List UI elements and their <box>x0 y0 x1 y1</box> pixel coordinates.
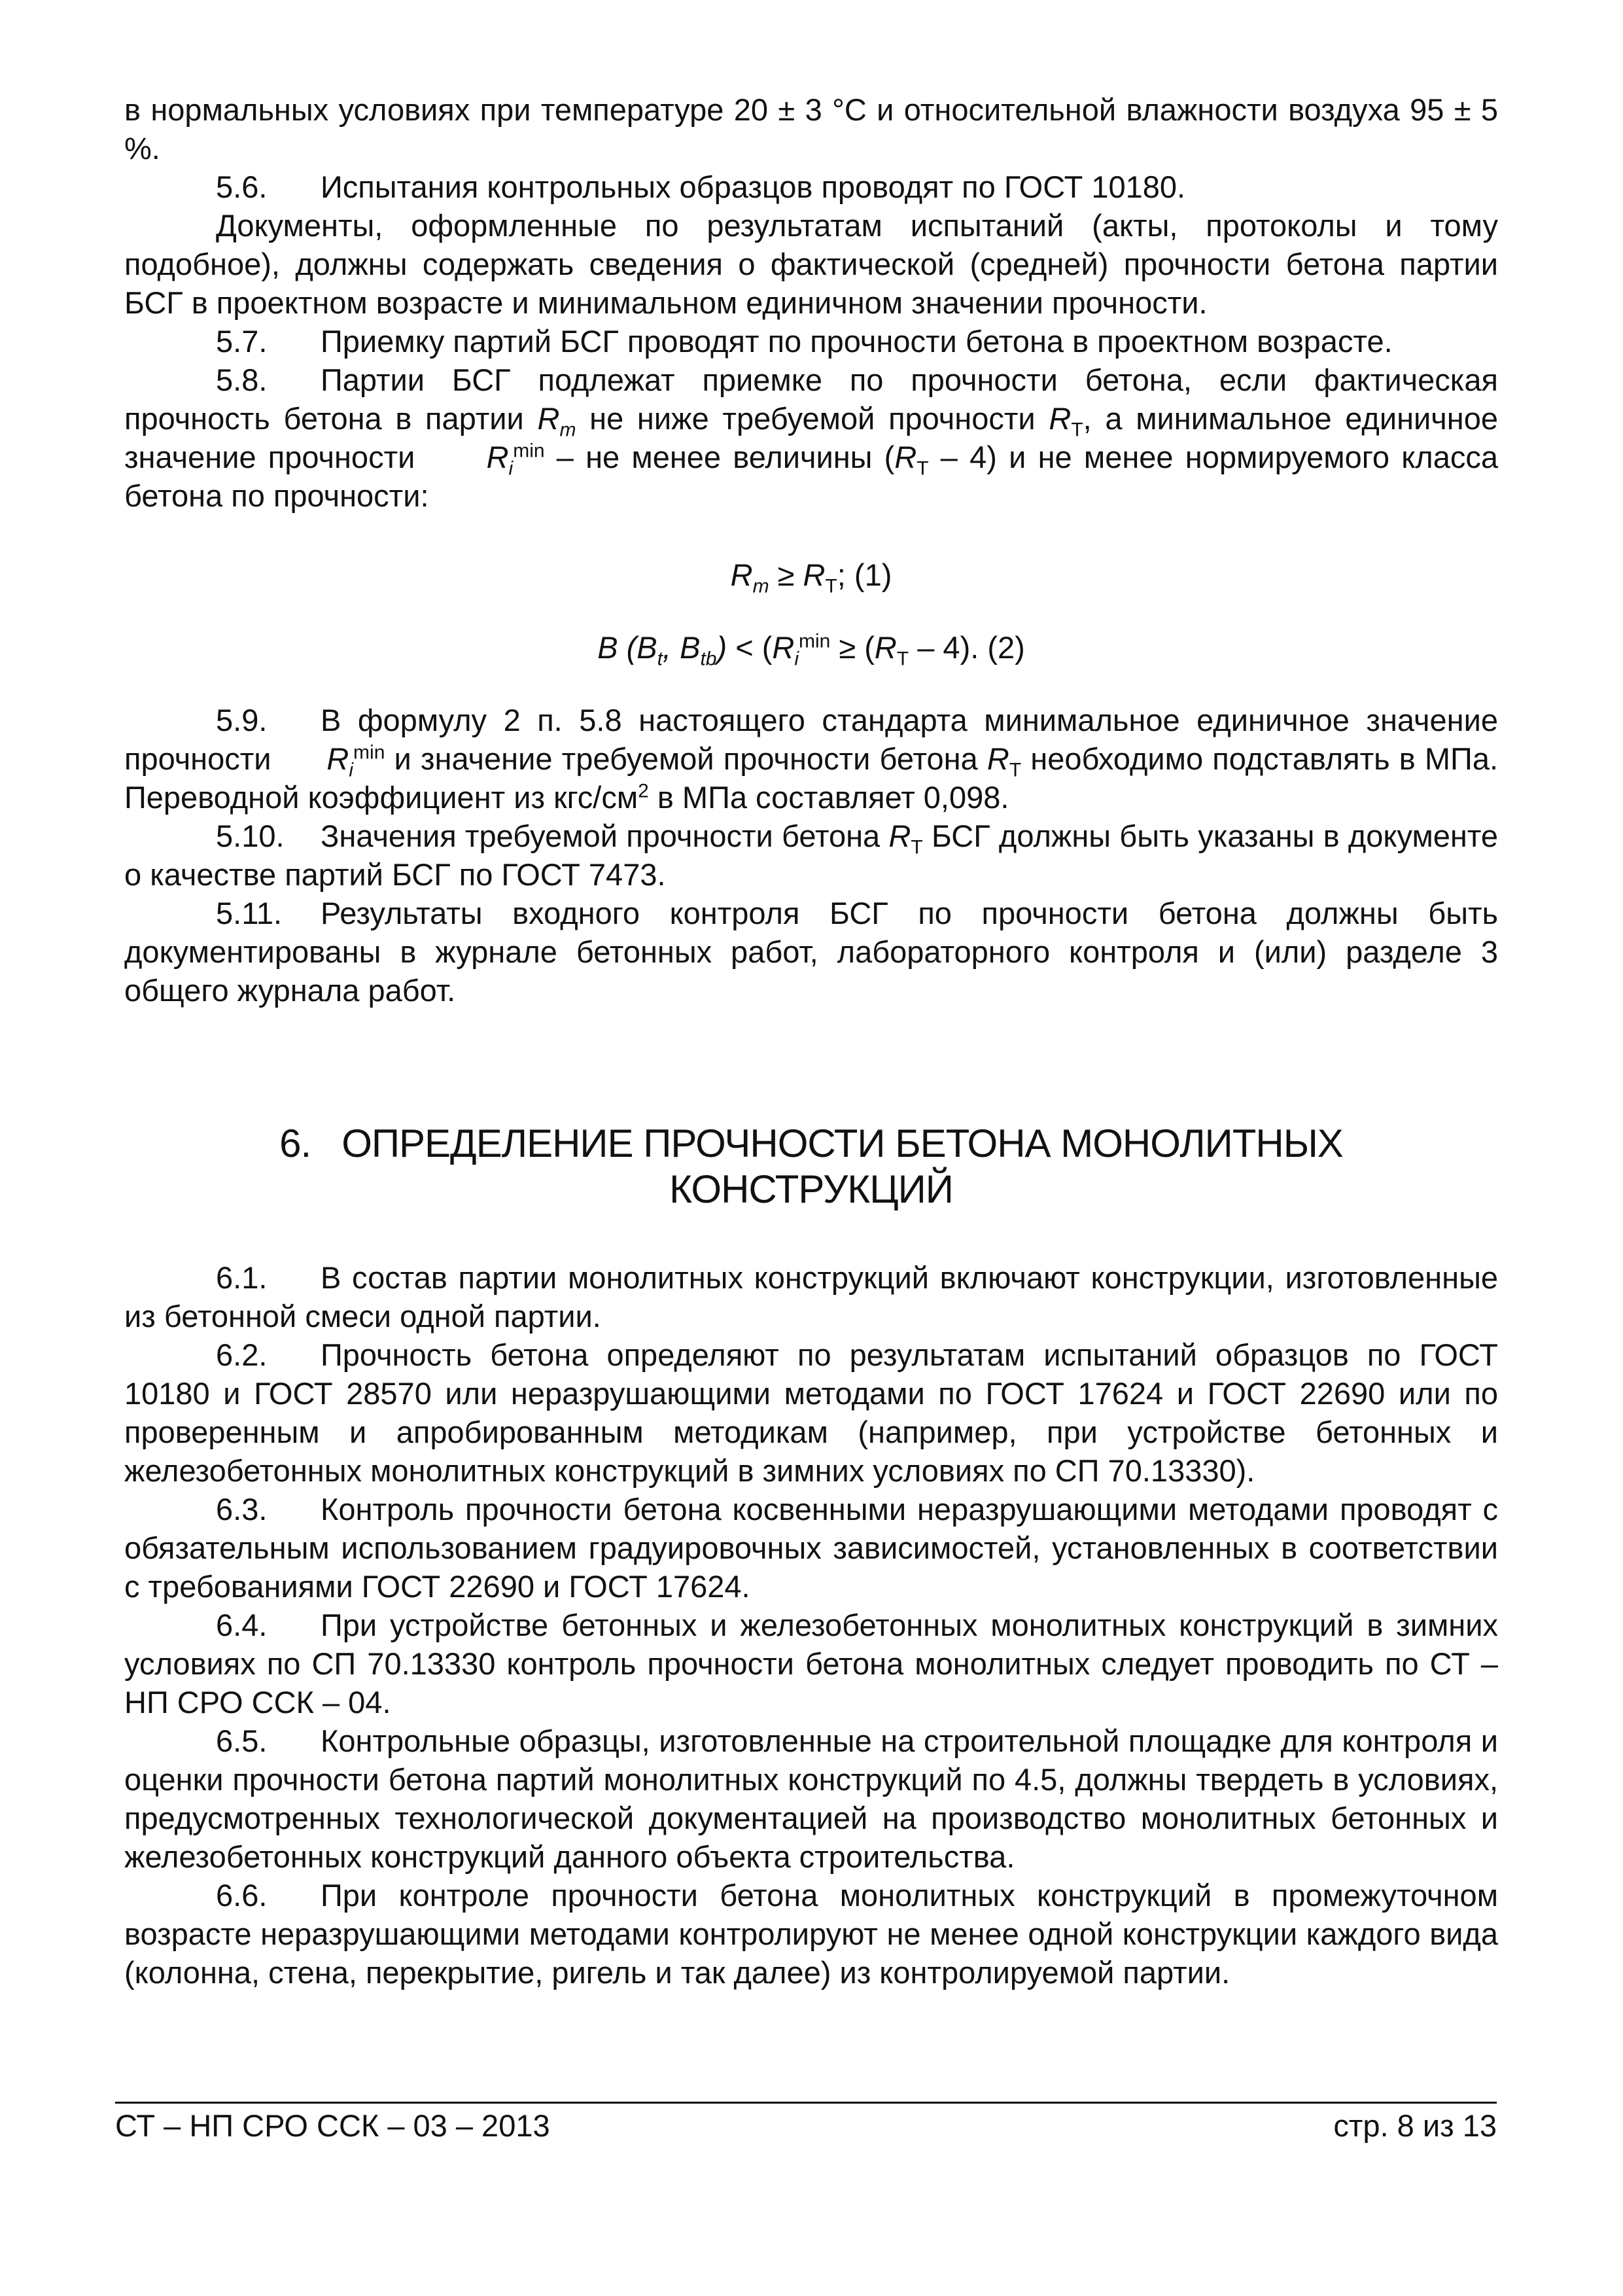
paragraph-number: 5.10. <box>216 819 285 853</box>
paragraph-number: 5.6. <box>216 169 268 204</box>
symbol-sup-min: min <box>353 741 385 764</box>
page-number: стр. 8 из 13 <box>1333 2108 1497 2143</box>
paragraph-number: 6.4. <box>216 1608 268 1642</box>
paragraph-text: Контрольные образцы, изготовленные на строительной площадке для контроля и оценки прочности бетона партий монолитных конструкций по 4.5, должны твердеть в условиях, предусмотренных технологической документацией на производство монолитных бетонных и железобетонных конструкций данного объекта строительства. <box>124 1723 1498 1874</box>
formula-2 <box>124 628 1498 670</box>
symbol-sub-m: m <box>559 419 576 441</box>
formula-number: ; (1) <box>837 557 892 592</box>
paragraph-number: 6.2. <box>216 1337 268 1372</box>
symbol-sub-t: Т <box>916 457 929 480</box>
symbol-sub-t: Т <box>911 836 923 858</box>
symbol-sup-min: min <box>513 440 545 462</box>
page-footer <box>115 2102 1497 2144</box>
document-code: СТ – НП СРО ССК – 03 – 2013 <box>115 2108 550 2143</box>
symbol-sub-i: i <box>508 457 514 480</box>
paragraph-6-2 <box>124 1335 1498 1490</box>
paragraph-text: Приемку партий БСГ проводят по прочности бетона в проектном возрасте. <box>321 324 1393 359</box>
symbol-r: R <box>888 819 911 853</box>
paragraph-text: Прочность бетона определяют по результатам испытаний образцов по ГОСТ 10180 и ГОСТ 28570 или неразрушающими методами по ГОСТ 17624 и ГОСТ 22690 или по проверенным и апробированным методикам (например, при устройстве бетонных и железобетонных монолитных конструкций в зимних условиях по СП 70.13330). <box>124 1337 1498 1488</box>
paragraph-text: и значение требуемой прочности бетона <box>394 741 978 776</box>
paragraph-text: БСГ должны быть указаны в документе о качестве партий БСГ по ГОСТ 7473. <box>124 819 1499 892</box>
formula-operator: ≥ ( <box>830 630 875 665</box>
paragraph-5-9 <box>124 701 1498 817</box>
symbol-r: R <box>326 741 349 776</box>
paragraph-text: При контроле прочности бетона монолитных конструкций в промежуточном возрасте неразрушающими методами контролируют не менее одной конструкции каждого вида (колонна, стена, перекрытие, ригель и так далее) из контролируемой партии. <box>124 1878 1498 1990</box>
symbol-sub-t: Т <box>896 648 909 670</box>
paragraph-number: 6.3. <box>216 1492 268 1527</box>
symbol-r: R <box>537 401 560 436</box>
paragraph-6-3 <box>124 1490 1498 1606</box>
symbol-r: R <box>730 557 753 592</box>
paragraph-number: 6.5. <box>216 1723 268 1758</box>
symbol-r: R <box>772 630 795 665</box>
symbol-r: R <box>486 440 509 474</box>
paragraph-text: в МПа составляет 0,098. <box>648 780 1009 815</box>
paragraph-text: В формулу 2 п. 5.8 настоящего стандарта минимальное единичное значение прочности <box>124 703 1498 776</box>
symbol-sub-i: i <box>349 759 354 781</box>
formula-part: ) <box>716 630 727 665</box>
paragraph-text: Контроль прочности бетона косвенными неразрушающими методами проводят с обязательным использованием градуировочных зависимостей, установленных в соответствии с требованиями ГОСТ 22690 и ГОСТ 17624. <box>124 1492 1498 1604</box>
symbol-sup-min: min <box>798 630 831 652</box>
section-title: ОПРЕДЕЛЕНИЕ ПРОЧНОСТИ БЕТОНА МОНОЛИТНЫХ <box>341 1122 1343 1165</box>
symbol-r: R <box>874 630 897 665</box>
symbol-r: R <box>1049 401 1072 436</box>
section-number: 6. <box>279 1122 311 1165</box>
unit-superscript: 2 <box>638 780 649 802</box>
paragraph-5-6-documents: Документы, оформленные по результатам испытаний (акты, протоколы и тому подобное), должны содержать сведения о фактической (средней) прочности бетона партии БСГ в проектном возрасте и минимальном единичном значении прочности. <box>124 208 1498 320</box>
symbol-r: R <box>894 440 917 474</box>
paragraph-number: 6.1. <box>216 1260 268 1295</box>
symbol-r: R <box>986 741 1009 776</box>
paragraph-text: При устройстве бетонных и железобетонных монолитных конструкций в зимних условиях по СП 70.13330 контроль прочности бетона монолитных следует проводить по СТ – НП СРО ССК – 04. <box>124 1608 1498 1720</box>
symbol-sub-i: i <box>794 648 799 670</box>
formula-operator: < ( <box>727 630 773 665</box>
symbol-sub-t: Т <box>1009 759 1022 781</box>
formula-part: , B <box>662 630 701 665</box>
paragraph-5-6 <box>124 168 1498 206</box>
formula-operator: ≥ <box>769 557 803 592</box>
formula-1 <box>124 556 1498 597</box>
paragraph-text: Результаты входного контроля БСГ по прочности бетона должны быть документированы в журнале бетонных работ, лабораторного контроля и (или) разделе 3 общего журнала работ. <box>124 896 1498 1008</box>
paragraph-5-10 <box>124 817 1498 894</box>
paragraph-number: 6.6. <box>216 1878 268 1913</box>
document-page <box>124 90 1498 1992</box>
paragraph-number: 5.7. <box>216 324 268 359</box>
formula-subscript: t <box>657 648 663 670</box>
paragraph-text: Испытания контрольных образцов проводят по ГОСТ 10180. <box>321 169 1186 204</box>
paragraph-6-5 <box>124 1722 1498 1876</box>
paragraph-number: 5.9. <box>216 703 268 737</box>
paragraph-number: 5.8. <box>216 362 268 397</box>
paragraph-text: Партии БСГ подлежат приемке по прочности бетона, если фактическая прочность бетона в партии <box>124 362 1498 436</box>
paragraph-text: Значения требуемой прочности бетона <box>321 819 881 853</box>
paragraph-text: , а минимальное единичное значение прочности <box>124 401 1499 474</box>
symbol-sub-t: Т <box>825 575 837 597</box>
section-6-heading <box>124 1121 1498 1212</box>
symbol-r: R <box>803 557 826 592</box>
paragraph-text: не ниже требуемой прочности <box>589 401 1036 436</box>
symbol-sub-t: Т <box>1071 419 1083 441</box>
paragraph-number: 5.11. <box>216 896 283 930</box>
paragraph-text: необходимо подставлять в МПа. Переводной коэффициент из кгс/см <box>124 741 1499 815</box>
paragraph-5-8 <box>124 361 1498 515</box>
formula-part: B (B <box>597 630 657 665</box>
paragraph-text: В состав партии монолитных конструкций включают конструкции, изготовленные из бетонной смеси одной партии. <box>124 1260 1498 1333</box>
section-title: КОНСТРУКЦИЙ <box>669 1167 953 1211</box>
paragraph-6-1 <box>124 1258 1498 1335</box>
paragraph-text: – не менее величины ( <box>556 440 895 474</box>
paragraph-text: – 4) и не менее нормируемого класса бетона по прочности: <box>124 440 1498 513</box>
paragraph-6-4 <box>124 1606 1498 1722</box>
paragraph-6-6 <box>124 1876 1498 1992</box>
formula-subscript: tb <box>700 648 717 670</box>
formula-number: – 4). (2) <box>909 630 1025 665</box>
intro-paragraph: в нормальных условиях при температуре 20 ± 3 °С и относительной влажности воздуха 95 ± 5 %. <box>124 92 1498 166</box>
paragraph-5-7 <box>124 322 1498 361</box>
paragraph-5-11 <box>124 894 1498 1010</box>
symbol-sub-m: m <box>752 575 769 597</box>
